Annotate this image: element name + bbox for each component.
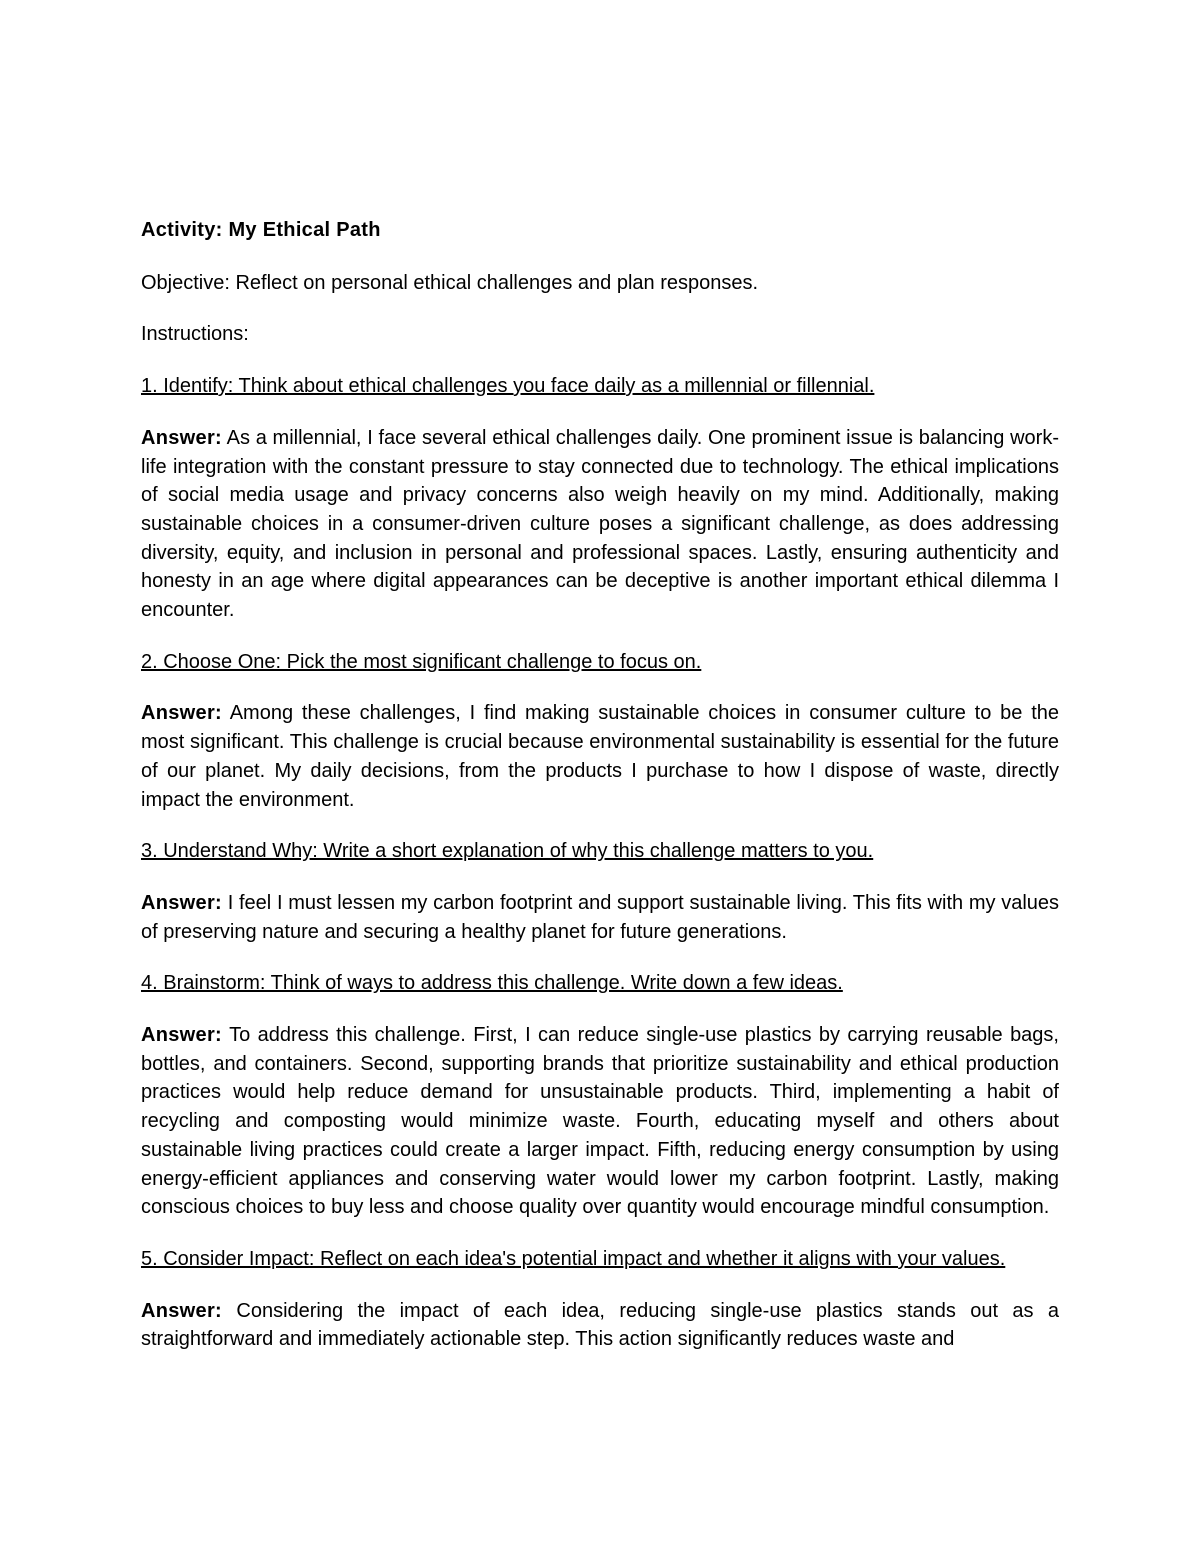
question-3: 3. Understand Why: Write a short explanation of why this challenge matters to you. — [141, 840, 874, 863]
answer-3 — [141, 889, 1059, 946]
answer-label: Answer: — [141, 702, 223, 725]
answer-text: Among these challenges, I find making sustainable choices in consumer culture to be the most significant. This challenge is crucial because environmental sustainability is essential for the future of our planet. My daily decisions, from the products I purchase to how I dispose of waste, directly impact the environment. — [141, 702, 1060, 811]
answer-text: I feel I must lessen my carbon footprint and support sustainable living. This fits with my values of preserving nature and securing a healthy planet for future generations. — [141, 891, 1060, 943]
answer-text: To address this challenge. First, I can reduce single-use plastics by carrying reusable bags, bottles, and containers. Second, supporting brands that prioritize sustainability and ethical production practices would help reduce demand for unsustainable products. Third, implementing a habit of recycling and composting would minimize waste. Fourth, educating myself and others about sustainable living practices could create a larger impact. Fifth, reducing energy consumption by using energy-efficient appliances and conserving water would lower my carbon footprint. Lastly, making conscious choices to buy less and choose quality over quantity would encourage mindful consumption. — [141, 1024, 1059, 1219]
answer-5 — [141, 1297, 1059, 1354]
instructions-label: Instructions: — [141, 323, 249, 346]
answer-4 — [141, 1021, 1059, 1222]
answer-1 — [141, 424, 1059, 625]
question-2: 2. Choose One: Pick the most significant challenge to focus on. — [141, 650, 702, 673]
answer-label: Answer: — [141, 1299, 223, 1322]
document-title: Activity: My Ethical Path — [141, 219, 381, 241]
question-4: 4. Brainstorm: Think of ways to address this challenge. Write down a few ideas. — [141, 972, 843, 995]
answer-text: Considering the impact of each idea, reducing single-use plastics stands out as a straightforward and immediately actionable step. This action significantly reduces waste and — [141, 1299, 1059, 1351]
question-5: 5. Consider Impact: Reflect on each idea's potential impact and whether it aligns with your values. — [141, 1247, 1006, 1270]
document-page — [141, 216, 1059, 1377]
answer-label: Answer: — [141, 1024, 223, 1047]
question-1: 1. Identify: Think about ethical challenges you face daily as a millennial or fillennial. — [141, 375, 875, 398]
answer-label: Answer: — [141, 426, 223, 449]
answer-2 — [141, 699, 1059, 814]
answer-label: Answer: — [141, 891, 223, 914]
objective-text: Objective: Reflect on personal ethical challenges and plan responses. — [141, 271, 759, 294]
answer-text: As a millennial, I face several ethical challenges daily. One prominent issue is balancing work-life integration with the constant pressure to stay connected due to technology. The ethical implications of social media usage and privacy concerns also weigh heavily on my mind. Additionally, making sustainable choices in a consumer-driven culture poses a significant challenge, as does addressing diversity, equity, and inclusion in personal and professional spaces. Lastly, ensuring authenticity and honesty in an age where digital appearances can be deceptive is another important ethical dilemma I encounter. — [141, 426, 1059, 622]
